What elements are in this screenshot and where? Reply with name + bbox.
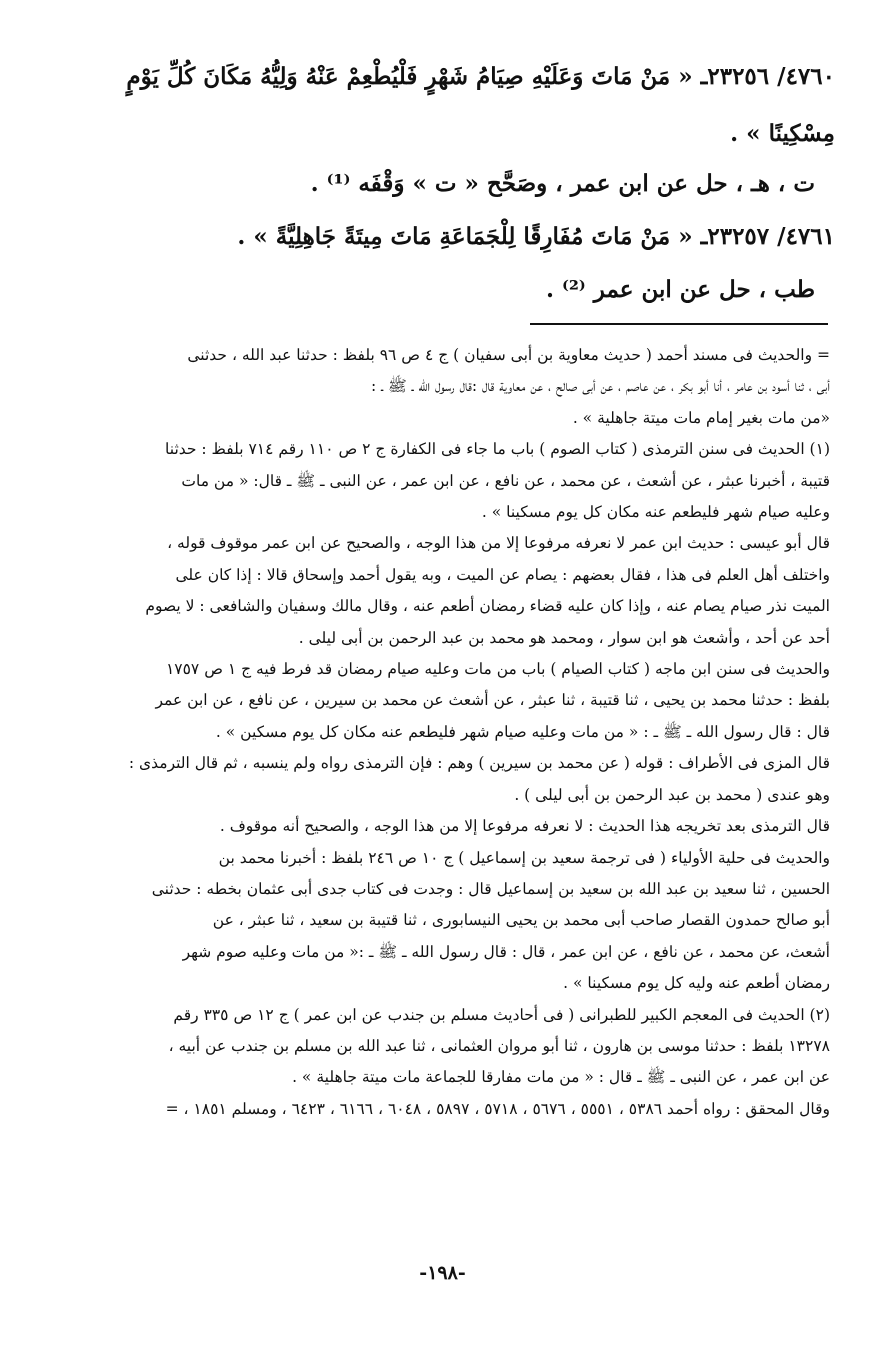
footnote-line: عن ابن عمر ، عن النبى ـ ﷺ ـ قال : « من مات مفارقا للجماعة مات ميتة جاهلية » . [292, 1068, 830, 1087]
hadith-4761-source: طب ، حل عن ابن عمر ⁽²⁾ . [545, 276, 815, 303]
footnote-line: وعليه صيام شهر فليطعم عنه مكان كل يوم مسكينا » . [481, 503, 830, 522]
footnote-line: بلفظ : حدثنا محمد بن يحيى ، ثنا قتيبة ، ثنا عبثر ، عن أشعث عن محمد بن سيرين ، عن نافع ، عن ابن عمر [155, 691, 830, 710]
hadith-4761-text: ٤٧٦١/ ٢٣٢٥٧ـ « مَنْ مَاتَ مُفَارِقًا لِلْجَمَاعَةِ مَاتَ مِيتَةً جَاهِلِيَّةً » . [237, 223, 835, 250]
footnote-line: أبى ، ثنا أسود بن عامر ، أنا أبو بكر ، عن عاصم ، عن أبى صالح ، عن معاوية قال :قال رسول الله ـ ﷺ ـ : [370, 377, 830, 396]
footnote-line: «من مات بغير إمام مات ميتة جاهلية » . [572, 408, 830, 427]
footnotes [55, 340, 830, 1125]
footnote-line: (٢) الحديث فى المعجم الكبير للطبرانى ( فى أحاديث مسلم بن جندب عن ابن عمر ) ج ١٢ ص ٣٣٥ رقم [173, 1005, 830, 1024]
footnote-divider [530, 323, 828, 325]
footnote-line: (١) الحديث فى سنن الترمذى ( كتاب الصوم ) باب ما جاء فى الكفارة ج ٢ ص ١١٠ رقم ٧١٤ بلفظ : حدثنا [165, 440, 830, 459]
hadith-4760-line2: مِسْكِينًا » . [730, 120, 835, 147]
hadith-4760-line1: ٤٧٦٠/ ٢٣٢٥٦ـ « مَنْ مَاتَ وَعَلَيْهِ صِيَامُ شَهْرٍ فَلْيُطْعِمْ عَنْهُ وَلِيُّهُ مَكَانَ كُلِّ يَوْمٍ [126, 63, 835, 90]
footnote-line: وقال المحقق : رواه أحمد ٥٣٨٦ ، ٥٥٥١ ، ٥٦٧٦ ، ٥٧١٨ ، ٥٨٩٧ ، ٦٠٤٨ ، ٦١٦٦ ، ٦٤٢٣ ، ومسلم ١٨٥١ ، = [165, 1099, 830, 1118]
page-number: -١٩٨- [419, 1262, 466, 1284]
footnote-line: الميت نذر صيام يصام عنه ، وإذا كان عليه قضاء رمضان أطعم عنه ، وقال مالك وسفيان والشافعى : لا يصوم [145, 597, 830, 616]
footnote-line: والحديث فى سنن ابن ماجه ( كتاب الصيام ) باب من مات وعليه صيام رمضان قد فرط فيه ج ١ ص ١٧٥٧ [165, 660, 830, 679]
footnote-line: رمضان أطعم عنه وليه كل يوم مسكينا » . [563, 974, 830, 993]
footnote-line: أبو صالح حمدون القصار صاحب أبى محمد بن يحيى النيسابورى ، ثنا قتيبة بن سعيد ، ثنا عبثر ، عن [212, 911, 830, 930]
footnote-line: والحديث فى حلية الأولياء ( فى ترجمة سعيد بن إسماعيل ) ج ١٠ ص ٢٤٦ بلفظ : أخبرنا محمد بن [218, 848, 830, 867]
footnote-line: قال : قال رسول الله ـ ﷺ ـ : « من مات وعليه صيام شهر فليطعم عنه مكان كل يوم مسكين » . [215, 722, 830, 741]
footnote-line: وهو عندى ( محمد بن عبد الرحمن بن أبى ليلى ) . [514, 785, 830, 804]
footnote-line: الحسين ، ثنا سعيد بن عبد الله بن سعيد بن إسماعيل قال : وجدت فى كتاب جدى أبى عثمان بخطه : حدثنى [151, 879, 830, 898]
footnote-line: أحد عن أحد ، وأشعث هو ابن سوار ، ومحمد هو محمد بن عبد الرحمن بن أبى ليلى . [298, 628, 830, 647]
footnote-line: ١٣٢٧٨ بلفظ : حدثنا موسى بن هارون ، ثنا أبو مروان العثمانى ، ثنا عبد الله بن مسلم بن جندب عن أبيه ، [168, 1036, 830, 1055]
footnote-line: قال المزى فى الأطراف : قوله ( عن محمد بن سيرين ) وهم : فإن الترمذى رواه ولم ينسبه ، ثم قال الترمذى : [128, 754, 830, 773]
footnote-line: = والحديث فى مسند أحمد ( حديث معاوية بن أبى سفيان ) ج ٤ ص ٩٦ بلفظ : حدثنا عبد الله ، حدثنى [187, 346, 830, 364]
footnote-line: قال أبو عيسى : حديث ابن عمر لا نعرفه مرفوعا إلا من هذا الوجه ، والصحيح عن ابن عمر موقوف قوله ، [167, 534, 830, 553]
footnote-line: أشعث، عن محمد ، عن نافع ، عن ابن عمر ، قال : قال رسول الله ـ ﷺ ـ :« من مات وعليه صوم شهر [182, 942, 830, 961]
footnote-line: واختلف أهل العلم فى هذا ، فقال بعضهم : يصام عن الميت ، وبه يقول أحمد وإسحاق قالا : إذا كان على [175, 565, 830, 584]
hadith-4760-source: ت ، هـ ، حل عن ابن عمر ، وصَحَّح « ت » وَقْفَه ⁽¹⁾ . [310, 170, 815, 197]
footnote-line: قتيبة ، أخبرنا عبثر ، عن أشعث ، عن محمد ، عن نافع ، عن ابن عمر ، عن النبى ـ ﷺ ـ قال: « من مات [181, 471, 830, 490]
footnote-line: قال الترمذى بعد تخريجه هذا الحديث : لا نعرفه مرفوعا إلا من هذا الوجه ، والصحيح أنه موقوف . [219, 817, 830, 836]
